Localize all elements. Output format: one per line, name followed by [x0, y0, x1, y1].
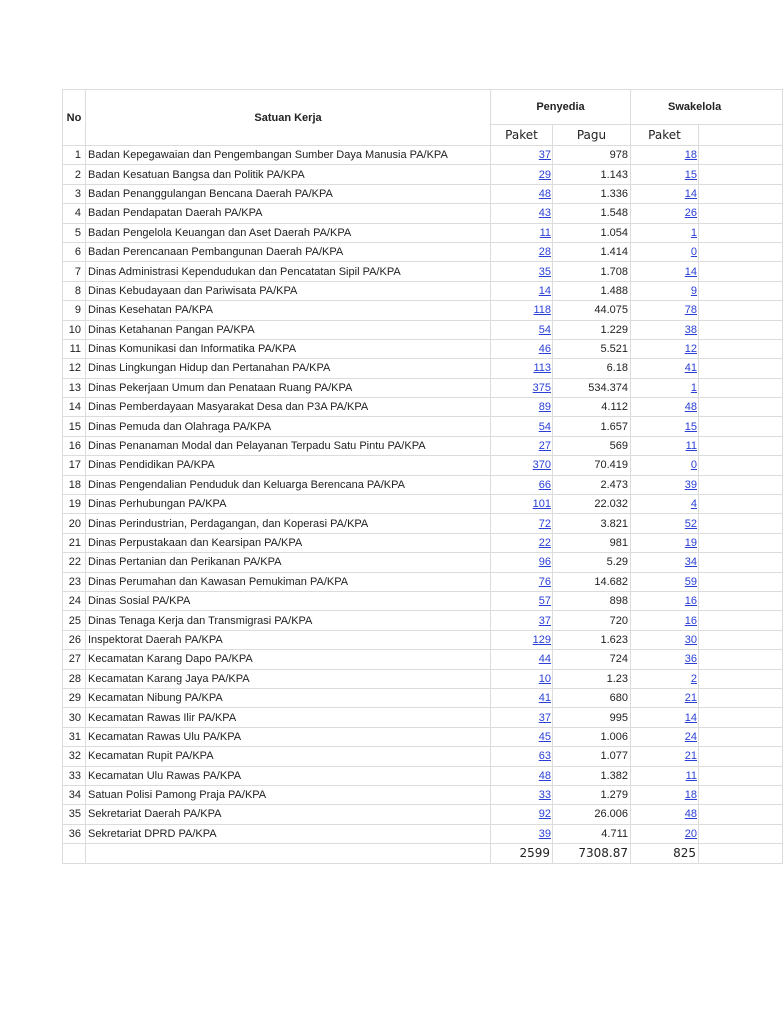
penyedia-paket-link[interactable]: 33 — [538, 789, 551, 802]
penyedia-paket-link[interactable]: 48 — [538, 769, 551, 782]
penyedia-paket-link[interactable]: 37 — [538, 149, 551, 162]
penyedia-paket-link[interactable]: 29 — [538, 168, 551, 181]
penyedia-pagu: 1.23 — [553, 669, 631, 688]
penyedia-paket-link[interactable]: 39 — [538, 827, 551, 840]
penyedia-paket-link[interactable]: 66 — [538, 478, 551, 491]
satuan-kerja-name: Kecamatan Rupit PA/KPA — [86, 747, 491, 766]
swakelola-pagu — [699, 514, 783, 533]
swakelola-pagu — [699, 320, 783, 339]
penyedia-paket-link[interactable]: 37 — [538, 711, 551, 724]
penyedia-paket-link[interactable]: 28 — [538, 246, 551, 259]
swakelola-paket-link[interactable]: 18 — [684, 149, 697, 162]
row-number: 24 — [63, 591, 86, 610]
header-no: No — [63, 90, 86, 146]
penyedia-paket-link[interactable]: 101 — [532, 498, 551, 511]
swakelola-paket-link[interactable]: 21 — [684, 692, 697, 705]
penyedia-pagu: 1.279 — [553, 785, 631, 804]
swakelola-paket-link[interactable]: 4 — [690, 498, 697, 511]
row-number: 5 — [63, 223, 86, 242]
table-row — [63, 339, 783, 358]
penyedia-pagu: 5.521 — [553, 339, 631, 358]
penyedia-pagu: 2.473 — [553, 475, 631, 494]
swakelola-pagu — [699, 553, 783, 572]
swakelola-pagu — [699, 378, 783, 397]
swakelola-pagu — [699, 824, 783, 843]
penyedia-paket-link[interactable]: 27 — [538, 440, 551, 453]
header-penyedia: Penyedia — [491, 90, 631, 125]
swakelola-paket-link[interactable]: 38 — [684, 323, 697, 336]
penyedia-paket-link[interactable]: 92 — [538, 808, 551, 821]
swakelola-paket-link[interactable]: 15 — [684, 420, 697, 433]
penyedia-pagu: 1.336 — [553, 184, 631, 203]
swakelola-pagu — [699, 533, 783, 552]
swakelola-paket-link[interactable]: 15 — [684, 168, 697, 181]
row-number: 36 — [63, 824, 86, 843]
swakelola-pagu — [699, 766, 783, 785]
table-row — [63, 436, 783, 455]
table-row — [63, 553, 783, 572]
swakelola-paket-link[interactable]: 59 — [684, 575, 697, 588]
satuan-kerja-name: Inspektorat Daerah PA/KPA — [86, 630, 491, 649]
swakelola-paket-link[interactable]: 0 — [690, 246, 697, 259]
row-number: 28 — [63, 669, 86, 688]
penyedia-paket-link[interactable]: 118 — [533, 304, 551, 317]
table-row — [63, 805, 783, 824]
swakelola-paket-link[interactable]: 41 — [684, 362, 697, 375]
swakelola-pagu — [699, 475, 783, 494]
swakelola-pagu — [699, 669, 783, 688]
satuan-kerja-name: Sekretariat Daerah PA/KPA — [86, 805, 491, 824]
satuan-kerja-name: Dinas Lingkungan Hidup dan Pertanahan PA/KPA — [86, 359, 491, 378]
header-swakelola-paket: Paket — [631, 125, 699, 146]
swakelola-pagu — [699, 339, 783, 358]
satuan-kerja-name: Dinas Pertanian dan Perikanan PA/KPA — [86, 553, 491, 572]
row-number: 22 — [63, 553, 86, 572]
swakelola-pagu — [699, 281, 783, 300]
row-number: 9 — [63, 301, 86, 320]
satuan-kerja-name: Dinas Perumahan dan Kawasan Pemukiman PA/KPA — [86, 572, 491, 591]
penyedia-pagu: 4.711 — [553, 824, 631, 843]
penyedia-paket-link[interactable]: 96 — [538, 556, 551, 569]
swakelola-pagu — [699, 359, 783, 378]
table-row — [63, 456, 783, 475]
header-paket: Paket — [491, 125, 553, 146]
penyedia-paket-link[interactable]: 54 — [538, 420, 551, 433]
satuan-kerja-name: Satuan Polisi Pamong Praja PA/KPA — [86, 785, 491, 804]
penyedia-paket-link[interactable]: 41 — [538, 692, 551, 705]
row-number: 25 — [63, 611, 86, 630]
satuan-kerja-name: Kecamatan Karang Jaya PA/KPA — [86, 669, 491, 688]
satuan-kerja-name: Badan Pendapatan Daerah PA/KPA — [86, 204, 491, 223]
swakelola-pagu — [699, 495, 783, 514]
swakelola-paket-link[interactable]: 0 — [690, 459, 697, 472]
penyedia-paket-link[interactable]: 43 — [538, 207, 551, 220]
swakelola-paket-link[interactable]: 16 — [684, 595, 697, 608]
row-number: 4 — [63, 204, 86, 223]
swakelola-paket-link[interactable]: 26 — [684, 207, 697, 220]
satuan-kerja-name: Dinas Perpustakaan dan Kearsipan PA/KPA — [86, 533, 491, 552]
penyedia-pagu: 680 — [553, 688, 631, 707]
row-number: 13 — [63, 378, 86, 397]
penyedia-pagu: 22.032 — [553, 495, 631, 514]
satuan-kerja-name: Dinas Pekerjaan Umum dan Penataan Ruang PA/KPA — [86, 378, 491, 397]
swakelola-paket-link[interactable]: 48 — [684, 808, 697, 821]
table-row — [63, 495, 783, 514]
row-number: 34 — [63, 785, 86, 804]
row-number: 3 — [63, 184, 86, 203]
satuan-kerja-name: Badan Pengelola Keuangan dan Aset Daerah PA/KPA — [86, 223, 491, 242]
table-row — [63, 669, 783, 688]
penyedia-paket-link[interactable]: 63 — [538, 750, 551, 763]
header-swakelola: Swakelola — [631, 90, 783, 125]
satuan-kerja-name: Dinas Pendidikan PA/KPA — [86, 456, 491, 475]
satuan-kerja-name: Badan Kesatuan Bangsa dan Politik PA/KPA — [86, 165, 491, 184]
swakelola-paket-link[interactable]: 36 — [684, 653, 697, 666]
penyedia-pagu: 3.821 — [553, 514, 631, 533]
penyedia-pagu: 6.18 — [553, 359, 631, 378]
satuan-kerja-name: Dinas Ketahanan Pangan PA/KPA — [86, 320, 491, 339]
swakelola-paket-link[interactable]: 14 — [684, 187, 697, 200]
swakelola-pagu — [699, 650, 783, 669]
swakelola-pagu — [699, 262, 783, 281]
row-number: 11 — [63, 339, 86, 358]
penyedia-pagu: 1.229 — [553, 320, 631, 339]
penyedia-pagu: 720 — [553, 611, 631, 630]
swakelola-pagu — [699, 591, 783, 610]
swakelola-paket-link[interactable]: 2 — [690, 672, 697, 685]
swakelola-pagu — [699, 184, 783, 203]
swakelola-pagu — [699, 398, 783, 417]
swakelola-pagu — [699, 747, 783, 766]
satuan-kerja-name: Dinas Penanaman Modal dan Pelayanan Terpadu Satu Pintu PA/KPA — [86, 436, 491, 455]
swakelola-paket-link[interactable]: 1 — [690, 381, 697, 394]
table-body — [63, 146, 783, 864]
penyedia-paket-link[interactable]: 10 — [538, 672, 551, 685]
table-row — [63, 359, 783, 378]
swakelola-pagu — [699, 146, 783, 165]
satuan-kerja-name: Kecamatan Karang Dapo PA/KPA — [86, 650, 491, 669]
penyedia-paket-link[interactable]: 54 — [538, 323, 551, 336]
penyedia-pagu: 1.143 — [553, 165, 631, 184]
satuan-kerja-name: Badan Perencanaan Pembangunan Daerah PA/KPA — [86, 242, 491, 261]
swakelola-paket-link[interactable]: 19 — [684, 537, 697, 549]
penyedia-paket-link[interactable]: 72 — [538, 517, 551, 530]
swakelola-pagu — [699, 630, 783, 649]
penyedia-paket-link[interactable]: 129 — [532, 633, 551, 646]
row-number: 31 — [63, 727, 86, 746]
row-number: 12 — [63, 359, 86, 378]
swakelola-paket-link[interactable]: 12 — [684, 343, 697, 356]
row-number: 16 — [63, 436, 86, 455]
row-number: 21 — [63, 533, 86, 552]
swakelola-pagu — [699, 456, 783, 475]
penyedia-pagu: 1.077 — [553, 747, 631, 766]
table-row — [63, 378, 783, 397]
swakelola-pagu — [699, 805, 783, 824]
row-number: 18 — [63, 475, 86, 494]
penyedia-paket-link[interactable]: 370 — [532, 459, 551, 472]
swakelola-pagu — [699, 204, 783, 223]
table-row — [63, 824, 783, 843]
penyedia-pagu: 995 — [553, 708, 631, 727]
penyedia-pagu: 534.374 — [553, 378, 631, 397]
swakelola-pagu — [699, 301, 783, 320]
row-number: 23 — [63, 572, 86, 591]
satuan-kerja-name: Dinas Kebudayaan dan Pariwisata PA/KPA — [86, 281, 491, 300]
table-row — [63, 165, 783, 184]
penyedia-paket-link[interactable]: 37 — [538, 614, 551, 627]
row-number: 8 — [63, 281, 86, 300]
swakelola-pagu — [699, 688, 783, 707]
penyedia-pagu: 5.29 — [553, 553, 631, 572]
table-row — [63, 533, 783, 552]
row-number: 30 — [63, 708, 86, 727]
header-pagu: Pagu — [553, 125, 631, 146]
penyedia-pagu: 724 — [553, 650, 631, 669]
table-row — [63, 146, 783, 165]
row-number: 14 — [63, 398, 86, 417]
swakelola-paket-link[interactable]: 21 — [684, 750, 697, 763]
swakelola-paket-link[interactable]: 11 — [685, 440, 697, 453]
penyedia-pagu: 26.006 — [553, 805, 631, 824]
procurement-table — [62, 89, 783, 864]
table-row — [63, 766, 783, 785]
header-satuan-kerja: Satuan Kerja — [86, 90, 491, 146]
swakelola-paket-link[interactable]: 16 — [684, 614, 697, 627]
table-row — [63, 417, 783, 436]
row-number: 17 — [63, 456, 86, 475]
table-row — [63, 630, 783, 649]
penyedia-pagu: 981 — [553, 533, 631, 552]
swakelola-pagu — [699, 436, 783, 455]
satuan-kerja-name: Dinas Komunikasi dan Informatika PA/KPA — [86, 339, 491, 358]
swakelola-pagu — [699, 417, 783, 436]
total-swakelola-pagu — [699, 844, 783, 864]
table-row — [63, 785, 783, 804]
satuan-kerja-name: Dinas Perindustrian, Perdagangan, dan Koperasi PA/KPA — [86, 514, 491, 533]
total-swakelola-paket: 825 — [631, 844, 699, 864]
table-row — [63, 242, 783, 261]
row-number: 1 — [63, 146, 86, 165]
swakelola-paket-link[interactable]: 30 — [684, 633, 697, 646]
penyedia-paket-link[interactable]: 22 — [538, 537, 551, 549]
penyedia-paket-link[interactable]: 89 — [538, 401, 551, 414]
swakelola-pagu — [699, 242, 783, 261]
penyedia-pagu: 978 — [553, 146, 631, 165]
swakelola-paket-link[interactable]: 48 — [684, 401, 697, 414]
penyedia-paket-link[interactable]: 46 — [538, 343, 551, 356]
penyedia-paket-link[interactable]: 14 — [538, 284, 551, 297]
swakelola-paket-link[interactable]: 24 — [684, 730, 697, 743]
satuan-kerja-name: Kecamatan Rawas Ulu PA/KPA — [86, 727, 491, 746]
satuan-kerja-name: Kecamatan Nibung PA/KPA — [86, 688, 491, 707]
penyedia-pagu: 1.708 — [553, 262, 631, 281]
satuan-kerja-name: Dinas Pemberdayaan Masyarakat Desa dan P3A PA/KPA — [86, 398, 491, 417]
swakelola-pagu — [699, 165, 783, 184]
swakelola-paket-link[interactable]: 14 — [684, 711, 697, 724]
swakelola-pagu — [699, 708, 783, 727]
total-pagu: 7308.87 — [553, 844, 631, 864]
penyedia-paket-link[interactable]: 57 — [538, 595, 551, 608]
row-number: 20 — [63, 514, 86, 533]
satuan-kerja-name: Kecamatan Rawas Ilir PA/KPA — [86, 708, 491, 727]
swakelola-pagu — [699, 572, 783, 591]
satuan-kerja-name: Dinas Kesehatan PA/KPA — [86, 301, 491, 320]
swakelola-pagu — [699, 785, 783, 804]
satuan-kerja-name: Dinas Administrasi Kependudukan dan Pencatatan Sipil PA/KPA — [86, 262, 491, 281]
table-viewport — [62, 89, 722, 862]
penyedia-paket-link[interactable]: 44 — [538, 653, 551, 666]
swakelola-paket-link[interactable]: 9 — [690, 284, 697, 297]
swakelola-paket-link[interactable]: 1 — [690, 226, 697, 239]
table-row — [63, 301, 783, 320]
table-row — [63, 650, 783, 669]
table-row — [63, 611, 783, 630]
penyedia-pagu: 44.075 — [553, 301, 631, 320]
satuan-kerja-name: Dinas Perhubungan PA/KPA — [86, 495, 491, 514]
penyedia-paket-link[interactable]: 48 — [538, 187, 551, 200]
penyedia-paket-link[interactable]: 76 — [538, 575, 551, 588]
penyedia-pagu: 4.112 — [553, 398, 631, 417]
table-row — [63, 708, 783, 727]
penyedia-pagu: 898 — [553, 591, 631, 610]
swakelola-paket-link[interactable]: 39 — [684, 478, 697, 491]
total-row — [63, 844, 783, 864]
swakelola-paket-link[interactable]: 78 — [684, 304, 697, 317]
swakelola-paket-link[interactable]: 14 — [684, 265, 697, 278]
total-paket: 2599 — [491, 844, 553, 864]
row-number: 15 — [63, 417, 86, 436]
swakelola-paket-link[interactable]: 11 — [685, 769, 697, 782]
swakelola-pagu — [699, 611, 783, 630]
row-number: 6 — [63, 242, 86, 261]
table-row — [63, 475, 783, 494]
table-row — [63, 184, 783, 203]
row-number: 7 — [63, 262, 86, 281]
swakelola-paket-link[interactable]: 18 — [684, 789, 697, 802]
penyedia-pagu: 1.006 — [553, 727, 631, 746]
penyedia-pagu: 1.623 — [553, 630, 631, 649]
header-swakelola-pagu — [699, 125, 783, 146]
table-row — [63, 572, 783, 591]
table-row — [63, 514, 783, 533]
swakelola-paket-link[interactable]: 52 — [684, 517, 697, 530]
row-number: 10 — [63, 320, 86, 339]
row-number: 29 — [63, 688, 86, 707]
row-number: 27 — [63, 650, 86, 669]
total-no — [63, 844, 86, 864]
penyedia-pagu: 70.419 — [553, 456, 631, 475]
row-number: 33 — [63, 766, 86, 785]
penyedia-pagu: 14.682 — [553, 572, 631, 591]
penyedia-paket-link[interactable]: 35 — [538, 265, 551, 278]
satuan-kerja-name: Dinas Pemuda dan Olahraga PA/KPA — [86, 417, 491, 436]
row-number: 35 — [63, 805, 86, 824]
penyedia-pagu: 1.382 — [553, 766, 631, 785]
table-row — [63, 204, 783, 223]
swakelola-paket-link[interactable]: 34 — [684, 556, 697, 569]
table-row — [63, 747, 783, 766]
swakelola-pagu — [699, 223, 783, 242]
penyedia-pagu: 1.054 — [553, 223, 631, 242]
penyedia-paket-link[interactable]: 113 — [533, 362, 551, 375]
penyedia-pagu: 1.548 — [553, 204, 631, 223]
table-row — [63, 262, 783, 281]
table-row — [63, 281, 783, 300]
swakelola-paket-link[interactable]: 20 — [684, 827, 697, 840]
satuan-kerja-name: Badan Penanggulangan Bencana Daerah PA/KPA — [86, 184, 491, 203]
penyedia-pagu: 569 — [553, 436, 631, 455]
total-label — [86, 844, 491, 864]
penyedia-pagu: 1.657 — [553, 417, 631, 436]
table-row — [63, 398, 783, 417]
satuan-kerja-name: Kecamatan Ulu Rawas PA/KPA — [86, 766, 491, 785]
penyedia-pagu: 1.414 — [553, 242, 631, 261]
satuan-kerja-name: Dinas Sosial PA/KPA — [86, 591, 491, 610]
penyedia-paket-link[interactable]: 375 — [532, 381, 551, 394]
penyedia-pagu: 1.488 — [553, 281, 631, 300]
table-row — [63, 688, 783, 707]
table-row — [63, 320, 783, 339]
row-number: 32 — [63, 747, 86, 766]
row-number: 2 — [63, 165, 86, 184]
satuan-kerja-name: Sekretariat DPRD PA/KPA — [86, 824, 491, 843]
satuan-kerja-name: Dinas Pengendalian Penduduk dan Keluarga Berencana PA/KPA — [86, 475, 491, 494]
table-row — [63, 223, 783, 242]
satuan-kerja-name: Dinas Tenaga Kerja dan Transmigrasi PA/KPA — [86, 611, 491, 630]
penyedia-paket-link[interactable]: 11 — [539, 226, 551, 239]
row-number: 26 — [63, 630, 86, 649]
table-row — [63, 727, 783, 746]
swakelola-pagu — [699, 727, 783, 746]
penyedia-paket-link[interactable]: 45 — [538, 730, 551, 743]
row-number: 19 — [63, 495, 86, 514]
satuan-kerja-name: Badan Kepegawaian dan Pengembangan Sumber Daya Manusia PA/KPA — [86, 146, 491, 165]
table-row — [63, 591, 783, 610]
